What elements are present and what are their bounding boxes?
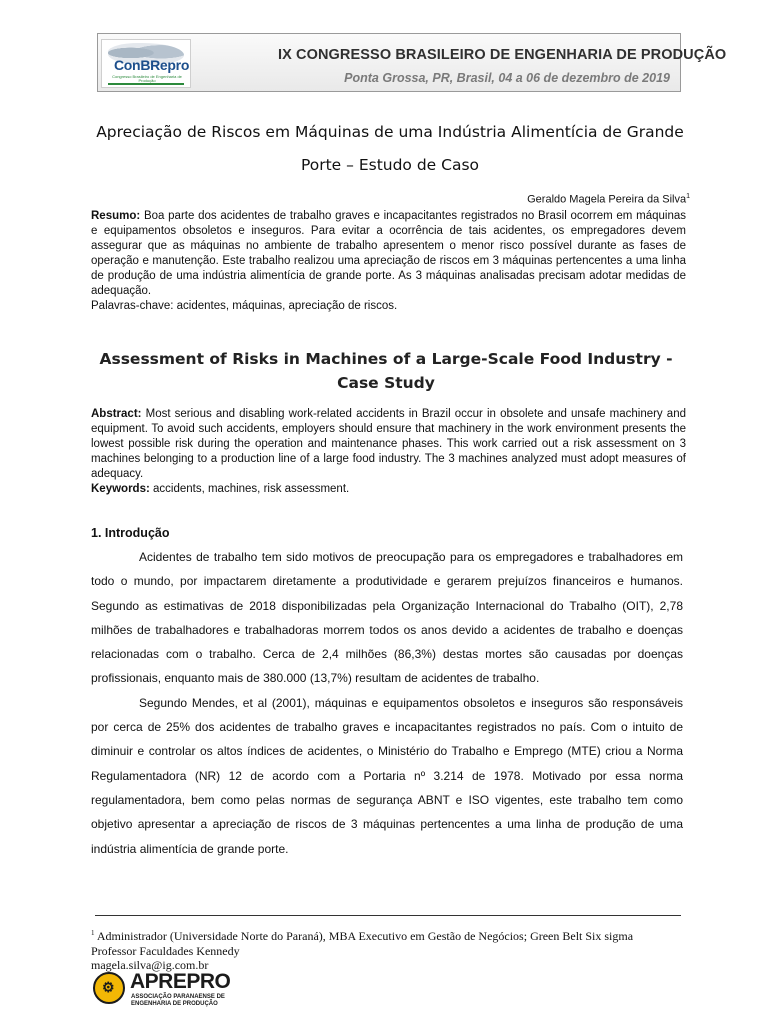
emblem-glyph: ⚙ [102, 979, 115, 995]
conference-title: IX CONGRESSO BRASILEIRO DE ENGENHARIA DE PRODUÇÃO [278, 47, 727, 63]
section-body [91, 545, 683, 861]
abstract-en-text: Most serious and disabling work-related accidents in Brazil occur in obsolete and unsafe machinery and equipment. To avoid such accidents, employers should ensure that machinery in the work environment presents the lowest possible risk during the operation and maintenance phases. This work carried out a risk assessment on 3 machines belonging to a production line of a large food industry. The 3 machines analyzed must adopt measures of adequacy. [91, 408, 686, 480]
footnote-divider [95, 915, 681, 916]
author-footnote-mark: 1 [686, 193, 690, 200]
conference-header [97, 33, 727, 92]
aprepro-subtitle [131, 994, 225, 1008]
paper-title-portuguese: Apreciação de Riscos em Máquinas de uma Indústria Alimentícia de Grande Porte – Estudo de Caso [96, 123, 684, 174]
paper-title-english: Assessment of Risks in Machines of a Large-Scale Food Industry - Case Study [99, 350, 673, 392]
aprepro-name: APREPRO [130, 970, 231, 993]
conference-location-date: Ponta Grossa, PR, Brasil, 04 a 06 de dezembro de 2019 [344, 71, 670, 85]
abstract-portuguese [91, 209, 686, 314]
body-paragraph: Acidentes de trabalho tem sido motivos de preocupação para os empregadores e trabalhadores em todo o mundo, por impactarem diretamente a produtividade e gerarem prejuízos financeiros e humanos. Segundo as estimativas de 2018 disponibilizadas pela Organização Internacional do Trabalho (OIT), 2,78 milhões de trabalhadores e trabalhadoras morrem todos os anos devido a acidentes de trabalho e doenças relacionadas com o trabalho. Cerca de 2,4 milhões (86,3%) destas mortes são causadas por doenças profissionais, enquanto mais de 380.000 (13,7%) resultam de acidentes de trabalho. [91, 550, 683, 686]
keywords-en-label: Keywords: [91, 483, 150, 495]
aprepro-subtitle-line: ENGENHARIA DE PRODUÇÃO [131, 1001, 218, 1007]
abstract-english [91, 407, 686, 497]
aprepro-emblem-icon [93, 972, 125, 1004]
aprepro-logo [93, 970, 243, 1010]
aprepro-subtitle-line: ASSOCIAÇÃO PARANAENSE DE [131, 994, 225, 1000]
author-line [430, 193, 690, 206]
abstract-en-label: Abstract: [91, 408, 142, 420]
abstract-text: Boa parte dos acidentes de trabalho graves e incapacitantes registrados no Brasil ocorrem em máquinas e equipamentos obsoletos e inseguros. Para evitar a ocorrência de tais acidentes, os empregadores devem assegurar que as máquinas no ambiente de trabalho apresentem o menor risco possível durante as fases de operação e manutenção. Este trabalho realizou uma apreciação de riscos em 3 máquinas pertencentes a uma linha de produção de uma indústria alimentícia de grande porte. As 3 máquinas analisadas precisam adotar medidas de adequação. [91, 210, 686, 297]
body-paragraph: Segundo Mendes, et al (2001), máquinas e equipamentos obsoletos e inseguros são responsáveis por cerca de 25% dos acidentes de trabalho graves e incapacitantes registrados no país. Com o intuito de diminuir e controlar os altos índices de acidentes, o Ministério do Trabalho e Emprego (MTE) criou a Norma Regulamentadora (NR) 12 de acordo com a Portaria nº 3.214 de 1978. Motivado por essa norma regulamentadora, bem como pelas normas de segurança ABNT e ISO vigentes, este trabalho tem como objetivo apresentar a apreciação de riscos de 3 máquinas pertencentes a uma linha de produção de uma indústria alimentícia de grande porte. [91, 695, 683, 856]
keywords-label: Palavras-chave: [91, 300, 174, 312]
logo-text: ConBRepro [114, 57, 190, 73]
footnote [91, 926, 691, 973]
conbrepro-logo [101, 39, 191, 88]
logo-subtext: Congresso Brasileiro de Engenharia de Produção [112, 74, 182, 83]
keywords-text: acidentes, máquinas, apreciação de riscos. [173, 300, 398, 312]
abstract-label: Resumo: [91, 210, 141, 222]
logo-divider [108, 83, 184, 85]
section-heading: 1. Introdução [91, 526, 170, 540]
footnote-line: Professor Faculdades Kennedy [91, 943, 240, 958]
keywords-en-text: accidents, machines, risk assessment. [149, 483, 350, 495]
footnote-line: Administrador (Universidade Norte do Paraná), MBA Executivo em Gestão de Negócios; Green Belt Six sigma [94, 929, 634, 943]
footnote-mark: 1 [91, 929, 95, 937]
author-name: Geraldo Magela Pereira da Silva [527, 193, 687, 206]
footnote-email: magela.silva@ig.com.br [91, 958, 209, 972]
